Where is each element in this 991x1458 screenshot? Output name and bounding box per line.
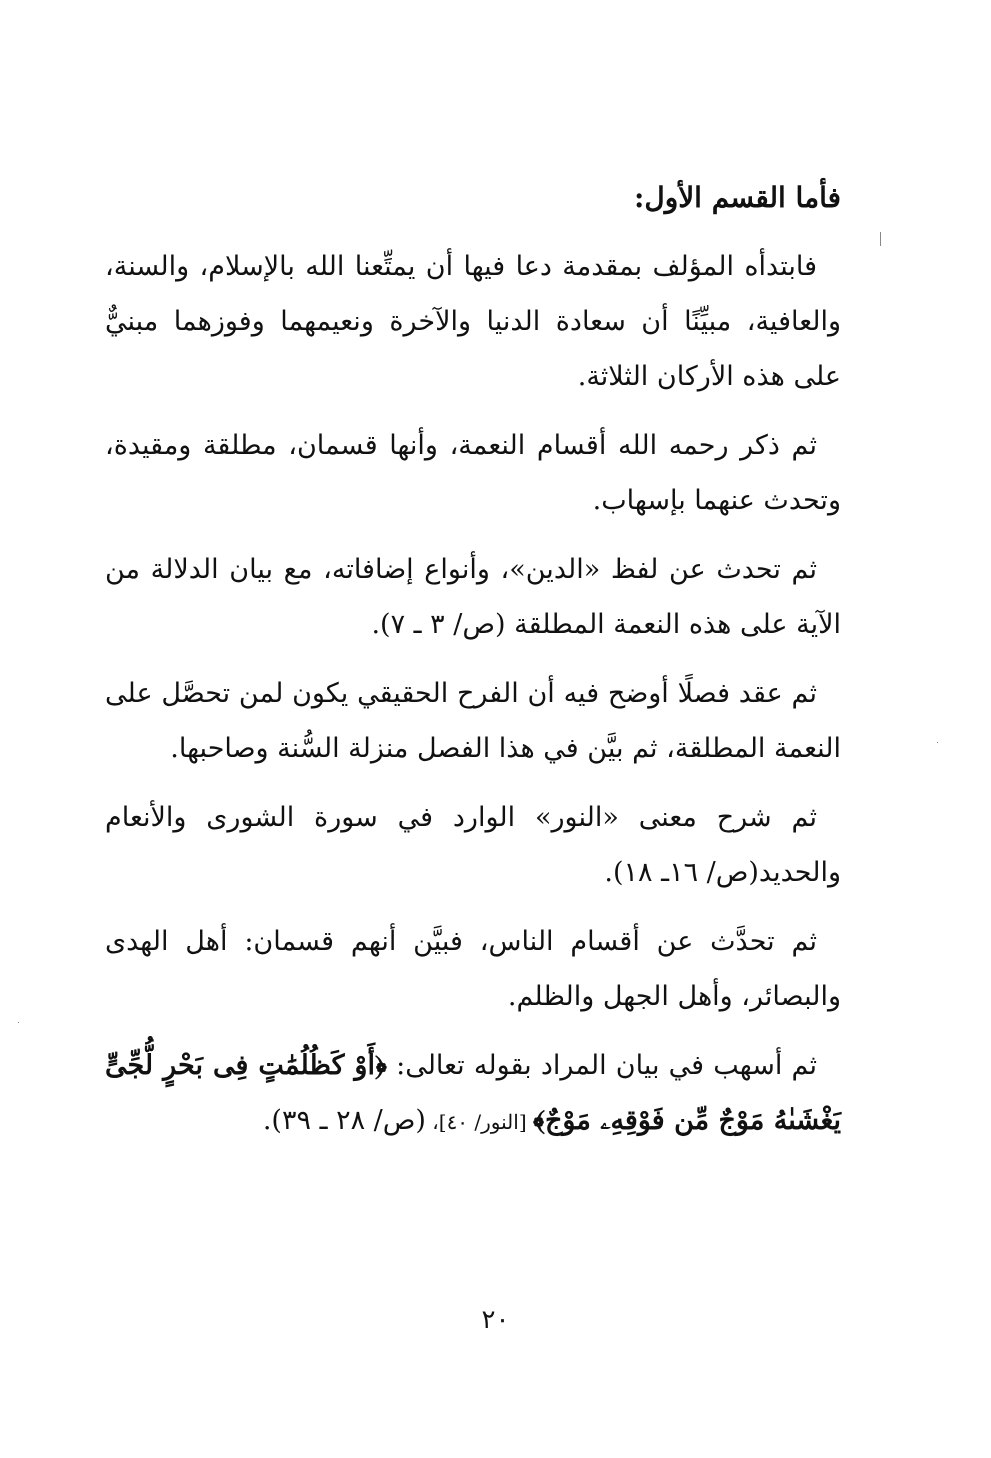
quran-verse: أَوْ كَظُلُمَٰتٍ فِى بَحْرٍ لُّجِّىٍّ يَغْشَىٰهُ مَوْجٌ مِّن فَوْقِهِۦ مَوْجٌ: [105, 1050, 841, 1136]
scan-speck: [880, 232, 881, 246]
paragraph-people-types: ثم تحدَّث عن أقسام الناس، فبيَّن أنهم قسمان: أهل الهدى والبصائر، وأهل الجهل والظلم.: [105, 926, 841, 1012]
body-text: [105, 170, 841, 1164]
verse-pages: (ص/ ٢٨ ـ ٣٩).: [262, 1105, 426, 1136]
verse-reference: [النور/ ٤٠]،: [425, 1110, 533, 1134]
quran-bracket-open: ﴿: [374, 1050, 387, 1081]
section-title: فأما القسم الأول:: [634, 181, 841, 214]
paragraph-light-meaning: ثم شرح معنى «النور» الوارد في سورة الشورى والأنعام والحديد(ص/ ١٦ـ ١٨).: [105, 802, 841, 888]
verse-lead-text: ثم أسهب في بيان المراد بقوله تعالى:: [386, 1050, 817, 1081]
page-number: ٢٠: [481, 1305, 510, 1335]
scan-speck: [937, 742, 938, 743]
paragraph-religion-word: ثم تحدث عن لفظ «الدين»، وأنواع إضافاته، مع بيان الدلالة من الآية على هذه النعمة المطلقة (ص/ ٣ ـ ٧).: [105, 554, 841, 640]
paragraph-intro: فابتدأه المؤلف بمقدمة دعا فيها أن يمتِّعنا الله بالإسلام، والسنة، والعافية، مبيِّنًا أن سعادة الدنيا والآخرة ونعيمهما وفوزهما مبنيٌّ على هذه الأركان الثلاثة.: [105, 251, 841, 392]
paragraph-true-joy: ثم عقد فصلًا أوضح فيه أن الفرح الحقيقي يكون لمن تحصَّل على النعمة المطلقة، ثم بيَّن في هذا الفصل منزلة السُّنة وصاحبها.: [105, 678, 841, 764]
paragraph-quran-verse: [105, 1038, 841, 1150]
quran-bracket-close: ﴾: [532, 1105, 545, 1136]
scan-speck: [18, 1022, 19, 1023]
paragraph-blessing-types: ثم ذكر رحمه الله أقسام النعمة، وأنها قسمان، مطلقة ومقيدة، وتحدث عنهما بإسهاب.: [105, 430, 841, 516]
